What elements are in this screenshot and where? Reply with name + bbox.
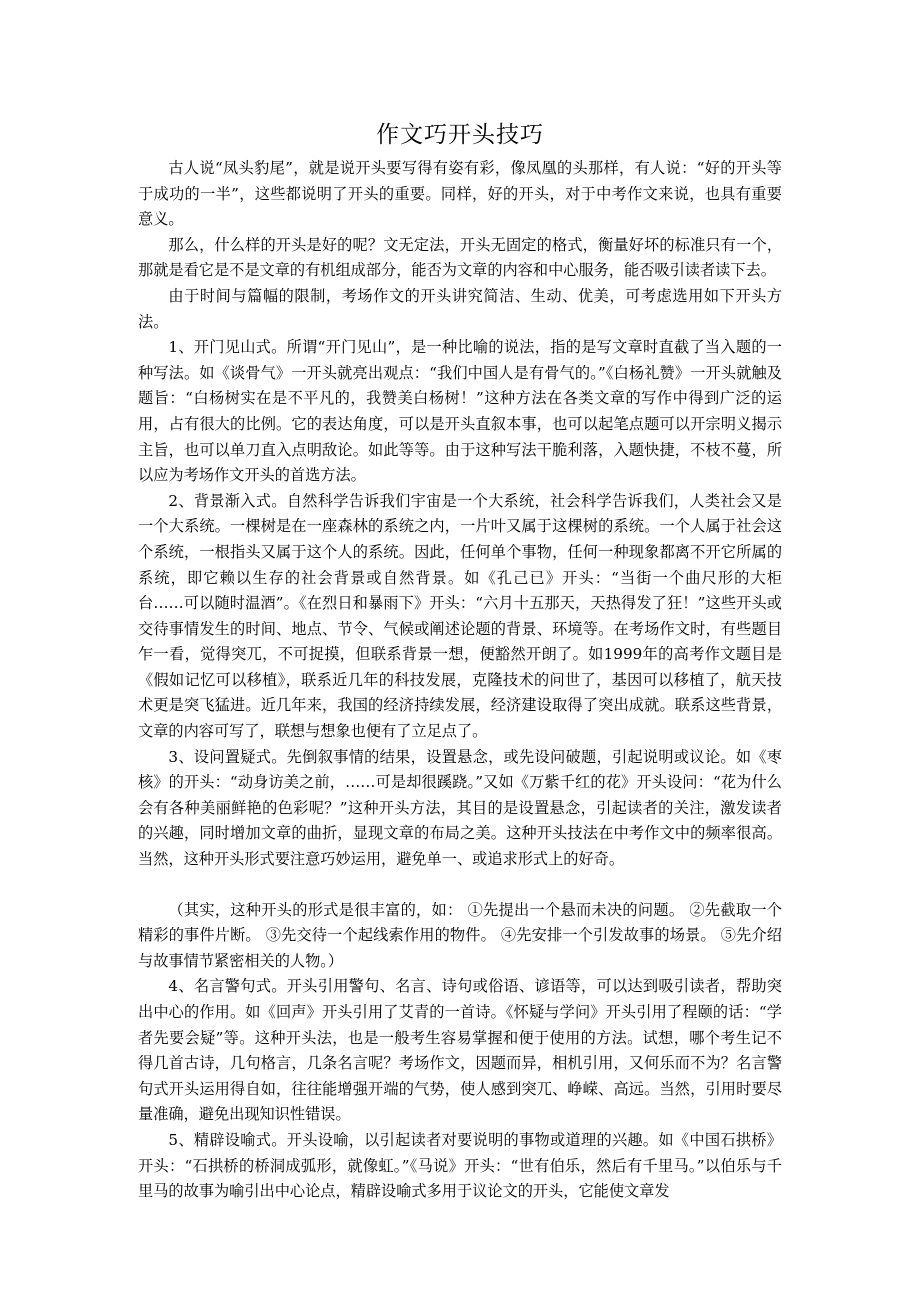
paragraph-method-3: 3、设问置疑式。先倒叙事情的结果，设置悬念，或先设问破题，引起说明或议论。如《枣核》的开头：“动身访美之前，……可是却很蹊跷。”又如《万紫千红的花》开头设问：“花为什么会有各种美丽鲜艳的色彩呢？”这种开头方法，其目的是设置悬念，引起读者的关注，激发读者的兴趣，同时增加文章的曲折，显现文章的布局之美。这种开头技法在中考作文中的频率很高。当然，这种开头形式要注意巧妙运用，避免单一、或追求形式上的好奇。 bbox=[138, 747, 782, 869]
paragraph-method-4: 4、名言警句式。开头引用警句、名言、诗句或俗语、谚语等，可以达到吸引读者，帮助突出中心的作用。如《回声》开头引用了艾青的一首诗。《怀疑与学问》开头引用了程颐的话：“学者先要会疑”等。这种开头法，也是一般考生容易掌握和便于使用的方法。试想，哪个考生记不得几首古诗，几句格言，几条名言呢？考场作文，因题而异，相机引用，又何乐而不为？名言警句式开头运用得自如，往往能增强开端的气势，使人感到突兀、峥嵘、高远。当然，引用时要尽量准确，避免出现知识性错误。 bbox=[138, 977, 782, 1124]
paragraph-method-1: 1、开门见山式。所谓“开门见山”，是一种比喻的说法，指的是写文章时直截了当入题的一种写法。如《谈骨气》一开头就亮出观点：“我们中国人是有骨气的。”《白杨礼赞》一开头就触及题旨：“白杨树实在是不平凡的，我赞美白杨树！”这种方法在各类文章的写作中得到广泛的运用，占有很大的比例。它的表达角度，可以是开头直叙本事，也可以起笔点题可以开宗明义揭示主旨，也可以单刀直入点明敌论。如此等等。由于这种写法干脆利落，入题快捷，不枝不蔓，所以应为考场作文开头的首选方法。 bbox=[138, 338, 782, 485]
document-title: 作文巧开头技巧 bbox=[376, 122, 544, 148]
paragraph-spacer bbox=[138, 873, 782, 898]
paragraph-question: 那么，什么样的开头是好的呢？文无定法，开头无固定的格式，衡量好坏的标准只有一个，那就是看它是不是文章的有机组成部分，能否为文章的内容和中心服务，能否吸引读者读下去。 bbox=[138, 235, 782, 280]
document-page bbox=[138, 116, 782, 1205]
paragraph-note: （其实，这种开头的形式是很丰富的，如： ①先提出一个悬而未决的问题。 ②先截取一个精彩的事件片断。 ③先交待一个起线索作用的物件。 ④先安排一个引发故事的场景。 ⑤先介绍与故事情节紧密相关的人物。） bbox=[138, 900, 782, 970]
paragraph-method-2: 2、背景渐入式。自然科学告诉我们宇宙是一个大系统，社会科学告诉我们，人类社会又是一个大系统。一棵树是在一座森林的系统之内，一片叶又属于这棵树的系统。一个人属于社会这个系统，一根指头又属于这个人的系统。因此，任何单个事物，任何一种现象都离不开它所属的系统，即它赖以生存的社会背景或自然背景。如《孔己已》开头：“当街一个曲尺形的大柜台……可以随时温酒”。《在烈日和暴雨下》开头：“六月十五那天，天热得发了狂！”这些开头或交待事情发生的时间、地点、节令、气候或阐述论题的背景、环境等。在考场作文时，有些题目乍一看，觉得突兀，不可捉摸，但联系背景一想，便豁然开朗了。如1999年的高考作文题目是《假如记忆可以移植》，联系近几年的科技发展，克隆技术的问世了，基因可以移植了，航天技术更是突飞猛进。近几年来，我国的经济持续发展，经济建设取得了突出成就。联系这些背景，文章的内容可写了，联想与想象也便有了立足点了。 bbox=[138, 491, 782, 741]
paragraph-limits: 由于时间与篇幅的限制，考场作文的开头讲究简洁、生动、优美，可考虑选用如下开头方法。 bbox=[138, 286, 782, 331]
paragraph-method-5: 5、精辟设喻式。开头设喻，以引起读者对要说明的事物或道理的兴趣。如《中国石拱桥》开头：“石拱桥的桥洞成弧形，就像虹。”《马说》开头：“世有伯乐，然后有千里马。”以伯乐与千里马的故事为喻引出中心论点，精辟设喻式多用于议论文的开头，它能使文章发 bbox=[138, 1130, 782, 1201]
paragraph-intro: 古人说“凤头豹尾”，就是说开头要写得有姿有彩，像凤凰的头那样，有人说：“好的开头等于成功的一半”，这些都说明了开头的重要。同样，好的开头，对于中考作文来说，也具有重要意义。 bbox=[138, 159, 782, 229]
